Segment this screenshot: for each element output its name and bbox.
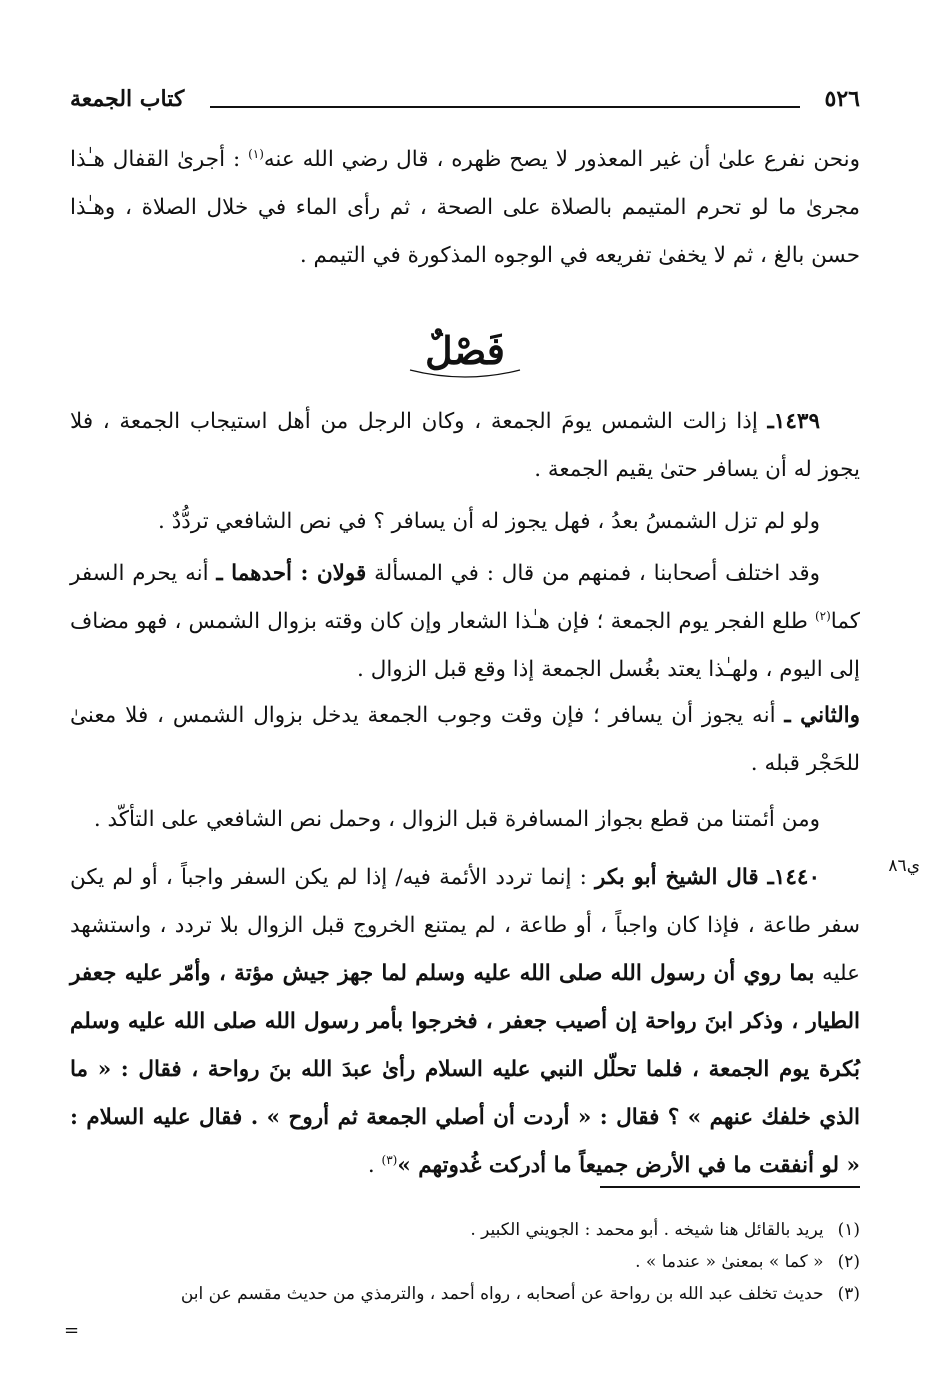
footnote-ref-1: (١) (248, 146, 264, 161)
footnote-ref-3: (٣) (381, 1152, 398, 1167)
footnote-1 (70, 1214, 860, 1246)
paragraph-1440-text: : إنما تردد الأئمة فيه/ إذا لم يكن السفر واجباً ، أو لم يكن سفر طاعة ، فإذا كان واجباً ، أو طاعة ، لم يمتنع الخروج قبل الزوال بلا تردد ، واستشهد عليه (70, 865, 861, 986)
book-page (64, 0, 920, 1388)
footnote-separator (600, 1186, 860, 1188)
footnote-text: حديث تخلف عبد الله بن رواحة عن أصحابه ، رواه أحمد ، والترمذي من حديث مقسم عن ابن (180, 1284, 824, 1304)
page-number: ٥٢٦ (824, 86, 860, 112)
intro-text-a: ونحن نفرع علىٰ أن غير المعذور لا يصح ظهره ، قال رضي الله عنه (263, 147, 860, 172)
paragraph-1439-text: إذا زالت الشمس يومَ الجمعة ، وكان الرجل من أهل استيجاب الجمعة ، فلا يجوز له أن يسافر حتىٰ يقيم الجمعة . (70, 409, 860, 482)
intro-paragraph (70, 136, 860, 280)
paragraph-aimma (70, 796, 860, 844)
paragraph-1440 (70, 854, 860, 1190)
footnote-number: (٢) (837, 1252, 860, 1272)
paragraph-ikhtalaf (70, 550, 860, 694)
item-number-1439: ١٤٣٩ـ (767, 409, 820, 434)
continuation-mark: = (64, 1320, 80, 1341)
footnote-ref-2: (٢) (814, 608, 831, 623)
ikhtalaf-text-a: وقد اختلف أصحابنا ، فمنهم من قال : في المسألة (366, 561, 821, 586)
margin-reference: ي٨٦ (888, 856, 920, 876)
paragraph-1440-end: . (367, 1153, 382, 1178)
ikhtalaf-qawlan: قولان : أحدهما ـ (216, 561, 367, 586)
paragraph-1439 (70, 398, 860, 494)
paragraph-1440-speaker: قال الشيخ أبو بكر (595, 865, 768, 890)
header-rule (210, 106, 800, 108)
paragraph-thani (70, 692, 860, 788)
ikhtalaf-text-d: طلع الفجر يوم الجمعة ؛ فإن هـٰذا الشعار وإن كان وقته بزوال الشمس ، فهو مضاف إلى اليوم ، ولهـٰذا يعتد بغُسل الجمعة إذا وقع قبل الزوال . (70, 609, 860, 682)
ikhtalaf-text-c: أنه يحرم السفر كما (70, 561, 860, 634)
book-title: كتاب الجمعة (70, 86, 185, 112)
paragraph-lawlam (70, 498, 860, 546)
thani-text: أنه يجوز أن يسافر ؛ فإن وقت وجوب الجمعة يدخل بزوال الشمس ، فلا معنىٰ للحَجْر قبله . (70, 703, 860, 776)
section-heading: فَصْلٌ (425, 328, 505, 373)
footnotes (70, 1214, 860, 1310)
thani-label: والثاني ـ (784, 703, 860, 728)
footnote-number: (٣) (837, 1284, 860, 1304)
running-header (70, 86, 860, 120)
footnote-2 (70, 1246, 860, 1278)
footnote-text: يريد بالقائل هنا شيخه . أبو محمد : الجويني الكبير . (470, 1220, 824, 1240)
footnote-text: « كما » بمعنىٰ « عندما » . (635, 1252, 824, 1272)
footnote-number: (١) (837, 1220, 860, 1240)
item-number-1440: ١٤٤٠ـ (767, 865, 820, 890)
section-heading-ornament (400, 322, 530, 382)
paragraph-1440-hadith: بما روي أن رسول الله صلى الله عليه وسلم لما جهز جيش مؤتة ، وأمّر عليه جعفر الطيار ، وذكر ابنَ رواحة إن أصيب جعفر ، فخرجوا بأمر رسول الله صلى الله عليه وسلم بُكرة يوم الجمعة ، فلما تحلّل النبي عليه السلام رأىٰ عبدَ الله بنَ رواحة ، فقال : « ما الذي خلفك عنهم » ؟ فقال : « أردت أن أصلي الجمعة ثم أروح » . فقال عليه السلام : « لو أنفقت ما في الأرض جميعاً ما أدركت غُدوتهم » (70, 961, 860, 1178)
footnote-3 (70, 1278, 860, 1310)
aimma-text: ومن أئمتنا من قطع بجواز المسافرة قبل الزوال ، وحمل نص الشافعي على التأكّد . (93, 807, 820, 832)
paragraph-lawlam-text: ولو لم تزل الشمسُ بعدُ ، فهل يجوز له أن يسافر ؟ في نص الشافعي تردُّدٌ . (158, 509, 820, 534)
intro-text-b: : أجرىٰ القفال هـٰذا مجرىٰ ما لو تحرم المتيمم بالصلاة على الصحة ، ثم رأى الماء في خلال الصلاة ، وهـٰذا حسن بالغ ، ثم لا يخفىٰ تفريعه في الوجوه المذكورة في التيمم . (70, 147, 860, 268)
